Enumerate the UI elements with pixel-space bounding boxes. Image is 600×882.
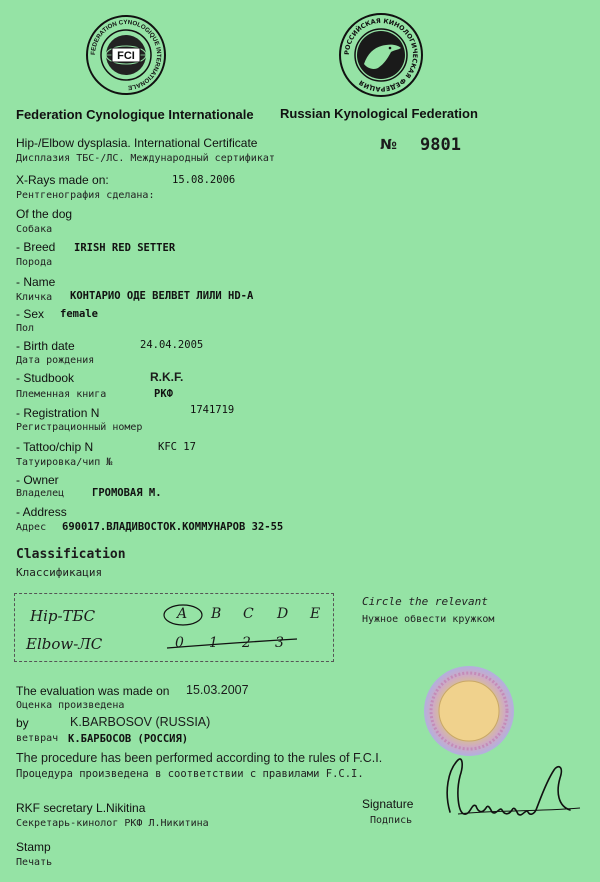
birth-value: 24.04.2005 [140, 339, 204, 351]
xray-date: 15.08.2006 [172, 174, 236, 186]
address-value: 690017.ВЛАДИВОСТОК.КОММУНАРОВ 32-55 [62, 521, 284, 533]
cert-number: 9801 [420, 135, 461, 155]
circle-note-ru: Нужное обвести кружком [362, 614, 495, 625]
tattoo-value: KFC 17 [158, 441, 196, 453]
cert-title-en: Hip-/Elbow dysplasia. International Certificate [16, 136, 258, 150]
org-left: Federation Cynologique Internationale [16, 107, 254, 122]
cert-title-ru: Дисплазия ТБС-/ЛС. Международный сертификат [16, 153, 275, 164]
sex-label-en: - Sex [16, 307, 45, 321]
secretary-ru: Секретарь-кинолог РКФ Л.Никитина [16, 818, 209, 829]
xray-label-ru: Рентгенография сделана: [16, 190, 155, 201]
hip-grade-c: C [243, 606, 254, 622]
owner-value: ГРОМОВАЯ М. [92, 487, 162, 499]
fci-logo [85, 14, 167, 96]
dog-label-en: Of the dog [16, 207, 73, 221]
secretary-en: RKF secretary L.Nikitina [16, 801, 146, 815]
registration-label-ru: Регистрационный номер [16, 422, 143, 433]
procedure-en: The procedure has been performed according to the rules of F.C.I. [16, 751, 383, 765]
by-label-ru: ветврач [16, 733, 59, 744]
circle-note-en: Circle the relevant [362, 595, 488, 608]
elbow-grade-0: 0 [175, 635, 184, 651]
breed-label-en: - Breed [16, 240, 56, 254]
studbook-label-ru: Племенная книга [16, 389, 107, 400]
tattoo-label-ru: Татуировка/чип № [16, 457, 113, 468]
studbook-label-en: - Studbook [16, 371, 75, 385]
xray-label-en: X-Rays made on: [16, 173, 109, 187]
classification-title-ru: Классификация [16, 566, 103, 579]
hip-grade-d: D [277, 606, 289, 622]
hip-grade-a: A [177, 606, 188, 622]
studbook-value-ru: РКФ [154, 388, 173, 400]
address-label-ru: Адрес [16, 522, 47, 533]
stamp-label-en: Stamp [16, 840, 51, 854]
org-right: Russian Kynological Federation [280, 106, 478, 121]
vet-name-en: K.BARBOSOV (RUSSIA) [70, 715, 211, 729]
address-label-en: - Address [16, 505, 67, 519]
elbow-grade-3: 3 [275, 635, 284, 651]
name-label-ru: Кличка [16, 292, 53, 303]
studbook-value-en: R.K.F. [150, 370, 184, 384]
evaluation-label-en: The evaluation was made on [16, 684, 170, 698]
rkf-ring-text: РОССИЙСКАЯ КИНОЛОГИЧЕСКАЯ ФЕДЕРАЦИЯ [342, 16, 420, 94]
sex-label-ru: Пол [16, 323, 35, 334]
registration-label-en: - Registration N [16, 406, 100, 420]
tattoo-label-en: - Tattoo/chip N [16, 440, 94, 454]
fci-ring-text: FEDERATION CYNOLOGIQUE INTERNATIONALE [89, 18, 163, 91]
elbow-grade-2: 2 [242, 635, 251, 651]
breed-value: IRISH RED SETTER [74, 242, 176, 254]
birth-label-ru: Дата рождения [16, 355, 95, 366]
vet-name-ru: К.БАРБОСОВ (РОССИЯ) [68, 733, 189, 745]
classification-title-en: Classification [16, 547, 126, 562]
evaluation-date: 15.03.2007 [186, 683, 249, 697]
name-value: КОНТАРИО ОДЕ ВЕЛВЕТ ЛИЛИ HD-A [70, 290, 254, 302]
procedure-ru: Процедура произведена в соответствии с правилами F.C.I. [16, 768, 364, 780]
registration-value: 1741719 [190, 404, 235, 416]
handwritten-signature [430, 752, 590, 832]
signature-label-en: Signature [362, 797, 414, 811]
hip-grade-b: B [211, 606, 222, 622]
name-label-en: - Name [16, 275, 56, 289]
breed-label-ru: Порода [16, 257, 53, 268]
sex-value: female [60, 308, 98, 320]
owner-label-ru: Владелец [16, 488, 65, 499]
cert-number-sign: № [380, 137, 397, 153]
hip-label: Hip-ТБС [30, 607, 96, 625]
by-label-en: by [16, 716, 29, 730]
owner-label-en: - Owner [16, 473, 59, 487]
dog-label-ru: Собака [16, 224, 53, 235]
evaluation-label-ru: Оценка произведена [16, 700, 125, 711]
elbow-grade-1: 1 [209, 635, 218, 651]
fci-logo-text: FCI [117, 50, 135, 62]
hip-grade-e: E [310, 606, 321, 622]
elbow-strikethrough [165, 636, 300, 654]
stamp-label-ru: Печать [16, 857, 53, 868]
hologram-seal [422, 664, 516, 758]
elbow-label: Elbow-ЛС [26, 635, 103, 653]
rkf-logo [338, 12, 424, 98]
signature-label-ru: Подпись [370, 815, 413, 826]
birth-label-en: - Birth date [16, 339, 75, 353]
selected-grade-circle [162, 603, 204, 627]
